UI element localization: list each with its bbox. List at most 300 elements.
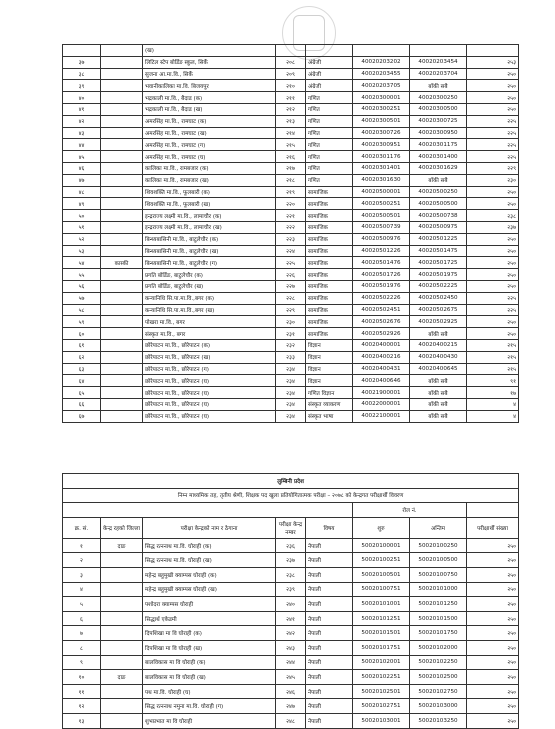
cell-start: 40020203202 [353,56,410,68]
cell-num: २४२ [276,626,306,641]
cell-end: 40020500738 [410,210,467,222]
col-header-start: शुरु [353,517,410,538]
cell-num: २१९ [276,186,306,198]
table-row [63,375,519,387]
cell-num: २३२ [276,339,306,351]
table-row [63,233,519,245]
cell-center: छोरेपाटन मा.वि., छोरेपाटन (ख) [143,351,276,363]
cell-num: २२० [276,198,306,210]
cell-count: २५० [467,280,519,292]
table-row [63,363,519,375]
cell-subject: नेपाली [306,640,353,655]
cell-num: २१३ [276,115,306,127]
cell-start: 40020502226 [353,292,410,304]
cell-count: २३० [467,174,519,186]
cell-num: २२४ [276,245,306,257]
cell-count: २५० [467,626,519,641]
cell-start: 40020400216 [353,351,410,363]
cell-district [101,162,143,174]
table-row [63,626,519,641]
cell-end: 40020300250 [410,92,467,104]
cell-end: 50020101750 [410,626,467,641]
cell-subject: गणित [306,151,353,163]
cell-sn: ३९ [63,80,101,92]
cell-district [101,68,143,80]
cell-end: 40020400645 [410,363,467,375]
cell-end: 50020100750 [410,567,467,582]
cell-count: २५० [467,699,519,714]
cell-end: बाँकी सबै [410,410,467,422]
cell-count: २२५ [467,292,519,304]
cell-center: शुभप्रभात मा वि घोराही [143,713,276,728]
cell-sn: ५१ [63,221,101,233]
cell-start: 40020203705 [353,80,410,92]
cell-count: २५० [467,567,519,582]
cell-end: 50020102500 [410,670,467,685]
cell-num: २३४ [276,410,306,422]
cell-start: 40020300001 [353,92,410,104]
cell-num: २२७ [276,280,306,292]
cell-subject [306,45,353,57]
cell-end: 40020502925 [410,316,467,328]
cell-subject: नेपाली [306,684,353,699]
cell-num: २४५ [276,670,306,685]
cell-district [101,684,143,699]
cell-start: 50020102001 [353,655,410,670]
roll-number-group-header: रोल नं. [353,503,467,518]
cell-sn: १३ [63,713,101,728]
cell-sn: २ [63,553,101,568]
cell-sn: ५७ [63,292,101,304]
cell-center: सुजना आ.मा.वि., सिर्के [143,68,276,80]
cell-sn: ६३ [63,363,101,375]
cell-num: २४३ [276,640,306,655]
cell-subject: गणित [306,103,353,115]
cell-sn: ५५ [63,269,101,281]
cell-district [101,611,143,626]
cell-center: अमरसिंह मा.वि., रामघाट (घ) [143,151,276,163]
cell-district [101,280,143,292]
cell-end: 40020301400 [410,151,467,163]
table-row [63,292,519,304]
cell-start: 40020501476 [353,257,410,269]
cell-sn: ४८ [63,186,101,198]
cell-subject: नेपाली [306,626,353,641]
cell-subject: गणित [306,162,353,174]
table-row [63,68,519,80]
cell-district [101,597,143,612]
cell-start: 50020103001 [353,713,410,728]
cell-start: 40020301401 [353,162,410,174]
cell-sn: ७ [63,626,101,641]
cell-count: २५० [467,68,519,80]
table-row [63,316,519,328]
cell-end: 40020502450 [410,292,467,304]
cell-district [101,582,143,597]
cell-end: 40020400430 [410,351,467,363]
cell-count: २५० [467,713,519,728]
table-row [63,186,519,198]
cell-end [410,45,467,57]
table-row [63,257,519,269]
cell-start: 40020500501 [353,210,410,222]
cell-end: 40020300725 [410,115,467,127]
cell-center: इन्द्रराज्य लक्ष्मी मा.वि., लामाचौर (ख) [143,221,276,233]
cell-center: प्रगति बोर्डिङ, बाटुलेचौर (क) [143,269,276,281]
cell-end: 50020101500 [410,611,467,626]
table-row [63,582,519,597]
cell-subject: गणित [306,174,353,186]
cell-sn: १२ [63,699,101,714]
table-row [63,553,519,568]
kaski-centers-table [62,44,519,423]
table-row [63,45,519,57]
cell-subject: नेपाली [306,538,353,553]
cell-center: पथ मा.वि. घोराही (घ) [143,684,276,699]
cell-end: 40020502225 [410,280,467,292]
cell-end: 40020500500 [410,198,467,210]
cell-count: २५० [467,538,519,553]
cell-start: 40020501976 [353,280,410,292]
cell-center: (ख) [143,45,276,57]
cell-end: 50020102000 [410,640,467,655]
cell-subject: गणित [306,92,353,104]
cell-center: भद्रकाली मा.वि., बैदाड (क) [143,92,276,104]
table-row [63,280,519,292]
cell-sn: ४५ [63,151,101,163]
cell-sn: ६४ [63,375,101,387]
cell-start: 40020400001 [353,339,410,351]
cell-center: अमरसिंह मा.वि., रामघाट (ख) [143,127,276,139]
cell-count: २५० [467,103,519,115]
cell-num: २१७ [276,162,306,174]
cell-district [101,115,143,127]
cell-num: २३४ [276,363,306,375]
cell-subject: नेपाली [306,713,353,728]
cell-num: २३४ [276,398,306,410]
cell-start: 40020502926 [353,328,410,340]
table-row [63,684,519,699]
cell-count: २५० [467,670,519,685]
cell-end: 40020300500 [410,103,467,115]
cell-subject: सामाजिक [306,316,353,328]
cell-subject: सामाजिक [306,304,353,316]
cell-num: २१४ [276,127,306,139]
cell-count: २१५ [467,339,519,351]
cell-center: सिद्धार्थ एकेडमी [143,611,276,626]
cell-count: २५० [467,198,519,210]
cell-num: २०९ [276,68,306,80]
cell-center: छोरेपाटन मा.वि., छोरेपाटन (क) [143,339,276,351]
cell-subject: अंग्रेजी [306,68,353,80]
table-row [63,339,519,351]
cell-count: २१५ [467,351,519,363]
table-row [63,221,519,233]
cell-center: अमरसिंह मा.वि., रामघाट (ग) [143,139,276,151]
cell-count: २५० [467,269,519,281]
cell-count [467,45,519,57]
table-row [63,80,519,92]
cell-start: 50020100501 [353,567,410,582]
table-row [63,398,519,410]
cell-center: बिन्ध्यबासिनी मा.वि., बाटुलेचौर (ग) [143,257,276,269]
cell-end: बाँकी सबै [410,328,467,340]
cell-subject: सामाजिक [306,233,353,245]
cell-district [101,328,143,340]
cell-district [101,56,143,68]
cell-sn: ५८ [63,304,101,316]
cell-start: 50020100751 [353,582,410,597]
cell-sn: ५४ [63,257,101,269]
cell-num: २१६ [276,151,306,163]
cell-sn: ६६ [63,398,101,410]
cell-count: ४ [467,398,519,410]
cell-center: कालिका मा.वि., रामबजार (क) [143,162,276,174]
cell-start: 40020301630 [353,174,410,186]
cell-end: 40020500250 [410,186,467,198]
cell-start: 40021900001 [353,387,410,399]
cell-num: २२१ [276,210,306,222]
cell-subject: सामाजिक [306,198,353,210]
table-row [63,139,519,151]
cell-subject: नेपाली [306,582,353,597]
cell-num: २४७ [276,699,306,714]
cell-count: २३८ [467,210,519,222]
cell-sn: ५ [63,597,101,612]
cell-num: २२९ [276,304,306,316]
cell-center: दिपशिखा मा वि घोराही (ख) [143,640,276,655]
cell-sn: १० [63,670,101,685]
cell-center: बिन्ध्यबासिनी मा.वि., बाटुलेचौर (ख) [143,245,276,257]
cell-center: छोरेपाटन मा.वि., छोरेपाटन (घ) [143,375,276,387]
cell-end: बाँकी सबै [410,387,467,399]
cell-district [101,387,143,399]
cell-district [101,151,143,163]
table-row [63,538,519,553]
cell-count: ९१ [467,375,519,387]
cell-sn: ५३ [63,245,101,257]
lumbini-centers-table [62,473,519,729]
table-row [63,713,519,728]
cell-center: इन्द्रराज्य लक्ष्मी मा.वि., लामाचौर (क) [143,210,276,222]
cell-start: 40022000001 [353,398,410,410]
cell-end: 50020102750 [410,684,467,699]
cell-sn: ४९ [63,198,101,210]
table-subtitle: निम्न माध्यमिक तह, तृतीय श्रेणी, शिक्षक पद खुला प्रतियोगितात्मक परीक्षा – २०७८ को केन्द्रगत परीक्षार्थी विवरण [63,488,519,503]
cell-center: बिन्ध्यबासिनी मा.वि., बाटुलेचौर (क) [143,233,276,245]
cell-end: 50020103000 [410,699,467,714]
cell-start: 50020102251 [353,670,410,685]
cell-sn: ५२ [63,233,101,245]
cell-num: २११ [276,92,306,104]
cell-center: प्रगति बोर्डिङ, बाटुलेचौर (ख) [143,280,276,292]
cell-district [101,655,143,670]
cell-district [101,363,143,375]
cell-subject: विज्ञान [306,363,353,375]
cell-subject: सामाजिक [306,245,353,257]
cell-sn: ६ [63,611,101,626]
cell-district [101,339,143,351]
cell-district [101,174,143,186]
cell-end: 40020501225 [410,233,467,245]
cell-sn: ५० [63,210,101,222]
cell-count: २५० [467,611,519,626]
cell-end: 40020501475 [410,245,467,257]
table-row [63,670,519,685]
table-row [63,127,519,139]
cell-count: २१५ [467,363,519,375]
cell-start: 40020500739 [353,221,410,233]
col-header-center: परीक्षा केन्द्रको नाम र ठेगाना [143,517,276,538]
cell-center: छोरेपाटन मा.वि., छोरेपाटन (घ) [143,387,276,399]
cell-start: 50020102501 [353,684,410,699]
cell-start: 40020502676 [353,316,410,328]
cell-center: संस्कृत मा.वि., बगर [143,328,276,340]
table-row [63,269,519,281]
cell-subject: गणित [306,139,353,151]
cell-subject: अंग्रेजी [306,80,353,92]
cell-subject: सामाजिक [306,210,353,222]
cell-center: कालिका मा.वि., रामबजार (ख) [143,174,276,186]
cell-num: २३७ [276,553,306,568]
province-title: लुम्बिनी प्रदेश [63,474,519,489]
cell-district [101,103,143,115]
table-row [63,387,519,399]
cell-subject: विज्ञान [306,351,353,363]
cell-district: दाङ [101,538,143,553]
cell-start: 40020500976 [353,233,410,245]
cell-end: बाँकी सबै [410,398,467,410]
table-row [63,351,519,363]
cell-num: २१० [276,80,306,92]
cell-subject: सामाजिक [306,186,353,198]
cell-sn: ४ [63,582,101,597]
table-row [63,328,519,340]
cell-district [101,139,143,151]
cell-subject: विज्ञान [306,375,353,387]
table-row [63,56,519,68]
cell-count: २२५ [467,115,519,127]
cell-center: महेन्द्र बहुमुखी क्याम्पस घोराही (क) [143,567,276,582]
cell-num: २३३ [276,351,306,363]
cell-count: ४ [467,410,519,422]
cell-district [101,45,143,57]
cell-subject: नेपाली [306,567,353,582]
cell-start: 50020101501 [353,626,410,641]
cell-count: २५० [467,245,519,257]
cell-start: 50020102751 [353,699,410,714]
cell-sn: ६१ [63,339,101,351]
cell-center: छोरेपाटन मा.वि., छोरेपाटन (घ) [143,410,276,422]
cell-start: 50020101751 [353,640,410,655]
cell-start: 40020502451 [353,304,410,316]
cell-count: २२९ [467,162,519,174]
cell-district [101,245,143,257]
table-row [63,174,519,186]
cell-count: २२५ [467,151,519,163]
cell-district [101,198,143,210]
cell-district [101,398,143,410]
cell-subject: संस्कृत भाषा [306,410,353,422]
table-row [63,198,519,210]
cell-num: २३० [276,316,306,328]
cell-end: बाँकी सबै [410,174,467,186]
table-row [63,151,519,163]
cell-sn: ४४ [63,139,101,151]
cell-start: 50020100251 [353,553,410,568]
cell-count: २५० [467,316,519,328]
cell-start: 40022100001 [353,410,410,422]
cell-subject: गणित विज्ञान [306,387,353,399]
cell-num: २४८ [276,713,306,728]
table-row [63,597,519,612]
cell-subject: विज्ञान [306,339,353,351]
cell-district [101,375,143,387]
cell-end: 40020500975 [410,221,467,233]
cell-district [101,699,143,714]
cell-count: २५० [467,553,519,568]
cell-start: 40020300726 [353,127,410,139]
cell-center: बालविकास मा वि घोराही (ख) [143,670,276,685]
cell-end: बाँकी सबै [410,80,467,92]
cell-sn: ६० [63,328,101,340]
cell-sn: ५६ [63,280,101,292]
table-row [63,103,519,115]
cell-count: २५० [467,597,519,612]
cell-subject: नेपाली [306,553,353,568]
cell-center: सिद्ध रत्ननाथ नमुना मा.वि. घोराही (ग) [143,699,276,714]
cell-count: २५० [467,684,519,699]
cell-start: 50020101001 [353,597,410,612]
cell-district [101,553,143,568]
cell-num: २४४ [276,655,306,670]
cell-count: २५० [467,640,519,655]
cell-count: २५० [467,92,519,104]
cell-center: शिवशक्ति मा.वि., फूलबारी (क) [143,186,276,198]
cell-count: २२५ [467,304,519,316]
cell-num: २३४ [276,375,306,387]
cell-sn: ४७ [63,174,101,186]
cell-center: कन्यानिधि सि.पा.मा.वि.,बगर (क) [143,292,276,304]
cell-end: 40020301629 [410,162,467,174]
cell-center: दिपशिखा मा वि घोराही (क) [143,626,276,641]
cell-num: २३१ [276,328,306,340]
cell-start: 40020500251 [353,198,410,210]
cell-num: २२३ [276,233,306,245]
cell-end: 40020203704 [410,68,467,80]
cell-end: 50020100250 [410,538,467,553]
table-row [63,640,519,655]
cell-start: 40020203455 [353,68,410,80]
cell-district [101,186,143,198]
cell-sn: ४३ [63,127,101,139]
cell-center: लिटिल स्टेप बोर्डिङ स्कुल, सिर्के [143,56,276,68]
cell-end: 50020102250 [410,655,467,670]
table-row [63,567,519,582]
cell-count: २५० [467,80,519,92]
cell-end: 50020101000 [410,582,467,597]
cell-end: 40020203454 [410,56,467,68]
cell-num: २४० [276,597,306,612]
cell-subject: सामाजिक [306,292,353,304]
cell-district [101,221,143,233]
cell-sn: ३७ [63,56,101,68]
cell-count: २५३ [467,56,519,68]
cell-center: शिवशक्ति मा.वि., फूलबारी (ख) [143,198,276,210]
cell-num: २२२ [276,221,306,233]
cell-end: 50020101250 [410,597,467,612]
table-row [63,655,519,670]
